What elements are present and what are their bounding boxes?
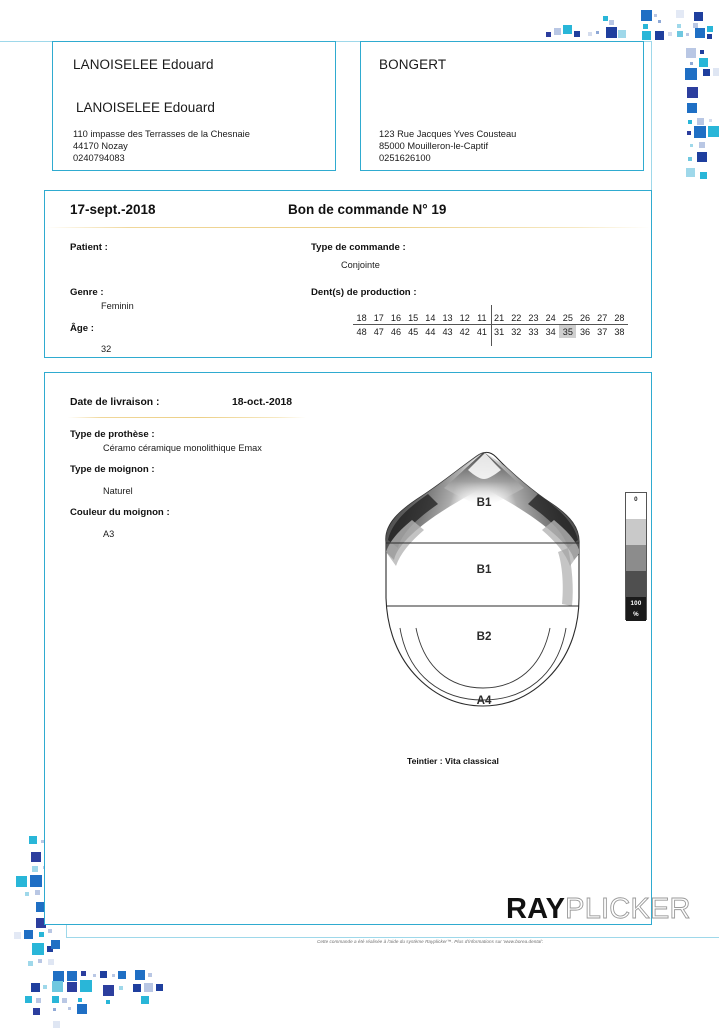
- genre-value: Feminin: [101, 301, 134, 311]
- shade-label-lower-middle: B2: [476, 630, 492, 643]
- mosaic-tile: [53, 971, 64, 982]
- tooth-cell[interactable]: 42: [459, 326, 470, 337]
- mosaic-tile: [688, 157, 692, 161]
- mosaic-tile: [563, 25, 572, 34]
- corner-rule-bottom: [66, 937, 719, 938]
- mosaic-tile: [148, 973, 152, 977]
- mosaic-tile: [687, 131, 691, 135]
- tooth-cell[interactable]: 46: [390, 326, 402, 337]
- lab-name: BONGERT: [379, 57, 447, 72]
- mosaic-tile: [690, 144, 693, 147]
- dentist-name-primary: LANOISELEE Edouard: [73, 57, 214, 72]
- lab-address-line-1: 123 Rue Jacques Yves Cousteau: [379, 129, 517, 139]
- order-title: Bon de commande N° 19: [288, 202, 447, 217]
- mosaic-tile: [103, 985, 114, 996]
- tooth-cell[interactable]: 24: [542, 311, 559, 325]
- mosaic-tile: [43, 985, 47, 989]
- patient-label: Patient :: [70, 242, 108, 253]
- mosaic-tile: [28, 961, 33, 966]
- mosaic-tile: [713, 68, 719, 76]
- mosaic-tile: [690, 62, 693, 65]
- order-type-value: Conjointe: [341, 260, 380, 270]
- mosaic-tile: [642, 31, 651, 40]
- mosaic-tile: [93, 974, 96, 977]
- mosaic-tile: [38, 959, 42, 963]
- abutment-color-label: Couleur du moignon :: [70, 507, 170, 518]
- shade-label-cervical: A4: [476, 694, 492, 707]
- tooth-cell[interactable]: 43: [442, 326, 453, 337]
- tooth-cell[interactable]: 32: [511, 326, 522, 337]
- shade-label-incisal: B1: [476, 496, 492, 509]
- tooth-cell[interactable]: 11: [473, 311, 490, 325]
- mosaic-tile: [53, 1008, 56, 1011]
- mosaic-tile: [699, 142, 705, 148]
- tooth-cell[interactable]: 17: [370, 311, 387, 325]
- rayplicker-logo: [506, 893, 691, 926]
- mosaic-tile: [133, 984, 141, 992]
- mosaic-tile: [14, 932, 21, 939]
- teeth-midline-separator: [491, 305, 492, 346]
- logo-ray-text: RAY: [506, 893, 566, 925]
- tooth-cell[interactable]: 18: [353, 311, 370, 325]
- mosaic-tile: [106, 1000, 110, 1004]
- prosthesis-type-value: Céramo céramique monolithique Emax: [103, 443, 262, 453]
- teeth-chart: [353, 311, 628, 338]
- tooth-cell[interactable]: 38: [614, 326, 625, 337]
- mosaic-tile: [618, 30, 626, 38]
- lab-address-line-2: 85000 Mouilleron-le-Captif: [379, 141, 489, 151]
- tooth-cell[interactable]: 25: [559, 311, 576, 325]
- genre-label: Genre :: [70, 287, 104, 298]
- mosaic-tile: [688, 120, 692, 124]
- legend-tick-top: 0: [634, 496, 638, 503]
- mosaic-tile: [100, 971, 107, 978]
- tooth-shade-diagram: [372, 448, 597, 723]
- tooth-cell[interactable]: 36: [579, 326, 591, 337]
- tooth-cell[interactable]: 37: [597, 326, 608, 337]
- footer-fineprint: Cette commande a été réalisée à l'aide du système Rayplicker™. Plus d'informations sur 'www.borea.dental'.: [317, 939, 544, 944]
- mosaic-tile: [606, 27, 617, 38]
- tooth-cell[interactable]: 13: [439, 311, 456, 325]
- mosaic-tile: [48, 929, 52, 933]
- mosaic-tile: [686, 168, 695, 177]
- delivery-divider: [68, 417, 306, 418]
- mosaic-tile: [658, 20, 661, 23]
- mosaic-tile: [574, 31, 580, 37]
- tooth-cell[interactable]: 16: [387, 311, 404, 325]
- mosaic-tile: [62, 998, 67, 1003]
- tooth-cell[interactable]: 35: [559, 325, 576, 339]
- mosaic-tile: [596, 31, 599, 34]
- abutment-type-value: Naturel: [103, 486, 133, 496]
- mosaic-tile: [16, 876, 27, 887]
- dentist-phone: 0240794083: [73, 153, 125, 163]
- delivery-date-label: Date de livraison :: [70, 397, 160, 408]
- age-label: Âge :: [70, 323, 94, 334]
- mosaic-tile: [694, 12, 703, 21]
- tooth-cell[interactable]: 27: [594, 311, 611, 325]
- mosaic-tile: [700, 172, 707, 179]
- legend-unit: %: [633, 611, 639, 618]
- mosaic-tile: [144, 983, 153, 992]
- mosaic-tile: [39, 932, 44, 937]
- mosaic-tile: [67, 982, 77, 992]
- shade-label-upper-middle: B1: [476, 563, 492, 576]
- mosaic-tile: [677, 24, 681, 28]
- mosaic-tile: [687, 87, 698, 98]
- order-date: 17-sept.-2018: [70, 202, 156, 217]
- mosaic-tile: [31, 983, 40, 992]
- order-header-divider: [46, 227, 650, 228]
- dentist-address-line-2: 44170 Nozay: [73, 141, 128, 151]
- mosaic-tile: [643, 24, 648, 29]
- mosaic-tile: [67, 971, 77, 981]
- mosaic-tile: [32, 943, 44, 955]
- mosaic-tile: [24, 930, 33, 939]
- mosaic-tile: [112, 974, 115, 977]
- mosaic-tile: [686, 33, 689, 36]
- tooth-cell[interactable]: 12: [456, 311, 473, 325]
- mosaic-tile: [25, 892, 29, 896]
- mosaic-tile: [80, 980, 92, 992]
- mosaic-tile: [156, 984, 163, 991]
- mosaic-tile: [47, 946, 53, 952]
- tooth-cell[interactable]: 33: [528, 326, 539, 337]
- tooth-cell[interactable]: 48: [356, 326, 367, 337]
- dentist-name-secondary: LANOISELEE Edouard: [76, 100, 215, 115]
- mosaic-tile: [32, 866, 38, 872]
- mosaic-tile: [25, 996, 32, 1003]
- mosaic-tile: [81, 971, 86, 976]
- mosaic-tile: [699, 58, 708, 67]
- mosaic-tile: [31, 852, 41, 862]
- mosaic-tile: [700, 50, 704, 54]
- mosaic-tile: [135, 970, 145, 980]
- mosaic-tile: [29, 836, 37, 844]
- teeth-label: Dent(s) de production :: [311, 287, 417, 298]
- mosaic-tile: [68, 1007, 71, 1010]
- tooth-cell[interactable]: 28: [611, 311, 628, 325]
- tooth-cell[interactable]: 23: [525, 311, 542, 325]
- age-value: 32: [101, 344, 112, 354]
- mosaic-tile: [603, 16, 608, 21]
- mosaic-tile: [78, 998, 82, 1002]
- tooth-cell[interactable]: 26: [576, 311, 593, 325]
- mosaic-tile: [707, 34, 712, 39]
- mosaic-tile: [48, 959, 54, 965]
- mosaic-tile: [609, 20, 614, 25]
- mosaic-tile: [53, 1021, 60, 1028]
- mosaic-tile: [655, 31, 664, 40]
- tooth-cell[interactable]: 34: [545, 326, 556, 337]
- mosaic-tile: [677, 31, 683, 37]
- lab-phone: 0251626100: [379, 153, 431, 163]
- tooth-cell[interactable]: 22: [508, 311, 525, 325]
- mosaic-tile: [707, 26, 713, 32]
- mosaic-tile: [685, 68, 697, 80]
- mosaic-tile: [695, 28, 705, 38]
- prosthesis-type-label: Type de prothèse :: [70, 429, 155, 440]
- mosaic-tile: [554, 28, 561, 35]
- logo-plicker-text: PLICKER: [565, 893, 691, 925]
- mosaic-tile: [708, 126, 719, 137]
- mosaic-tile: [693, 23, 698, 28]
- legend-tick-wrap: [625, 492, 647, 620]
- mosaic-tile: [687, 103, 697, 113]
- mosaic-tile: [52, 981, 63, 992]
- legend-tick-bottom: 100: [630, 600, 642, 607]
- mosaic-tile: [641, 10, 652, 21]
- tooth-cell[interactable]: 41: [476, 326, 487, 337]
- mosaic-tile: [546, 32, 551, 37]
- mosaic-tile: [77, 1004, 87, 1014]
- mosaic-tile: [51, 940, 60, 949]
- mosaic-tile: [694, 126, 706, 138]
- mosaic-tile: [654, 14, 657, 17]
- mosaic-tile: [697, 152, 707, 162]
- mosaic-tile: [703, 69, 710, 76]
- mosaic-tile: [35, 890, 40, 895]
- mosaic-tile: [676, 10, 684, 18]
- tooth-cell[interactable]: 21: [491, 311, 508, 325]
- abutment-color-value: A3: [103, 529, 115, 539]
- tooth-cell[interactable]: 45: [408, 326, 419, 337]
- mosaic-tile: [118, 971, 126, 979]
- delivery-date-value: 18-oct.-2018: [232, 397, 293, 408]
- corner-rule-right: [651, 41, 652, 201]
- mosaic-tile: [119, 986, 123, 990]
- dentist-address-line-1: 110 impasse des Terrasses de la Chesnaie: [73, 129, 250, 139]
- mosaic-tile: [588, 32, 592, 36]
- tooth-cell[interactable]: 47: [373, 326, 384, 337]
- mosaic-tile: [697, 118, 704, 125]
- mosaic-tile: [709, 119, 712, 122]
- mosaic-tile: [30, 875, 42, 887]
- order-type-label: Type de commande :: [311, 242, 406, 253]
- mosaic-tile: [33, 1008, 40, 1015]
- mosaic-tile: [686, 48, 696, 58]
- mosaic-tile: [36, 998, 41, 1003]
- tooth-cell[interactable]: 44: [425, 326, 436, 337]
- tooth-shade-svg: [372, 448, 597, 723]
- mosaic-tile: [141, 996, 149, 1004]
- mosaic-tile: [668, 32, 672, 36]
- tooth-cell[interactable]: 31: [494, 326, 505, 337]
- tooth-cell[interactable]: 15: [405, 311, 422, 325]
- abutment-type-label: Type de moignon :: [70, 464, 155, 475]
- teintier-label: Teintier : Vita classical: [407, 756, 499, 766]
- tooth-cell[interactable]: 14: [422, 311, 439, 325]
- mosaic-tile: [52, 996, 59, 1003]
